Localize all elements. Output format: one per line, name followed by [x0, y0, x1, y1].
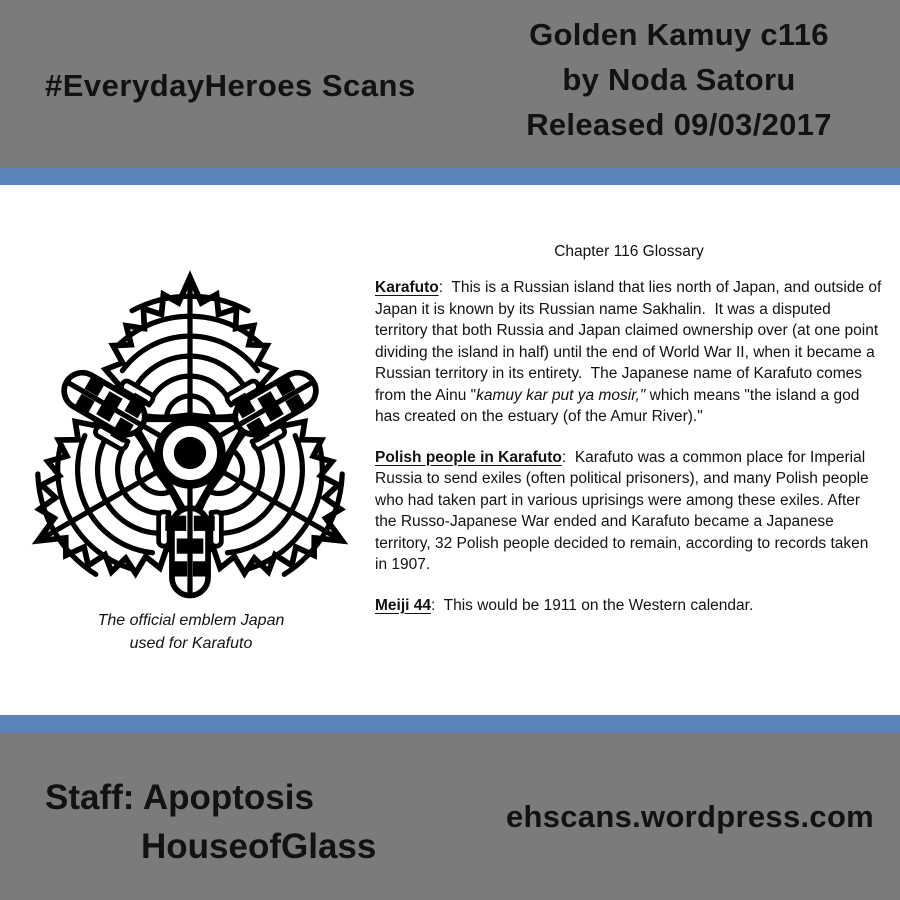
content-area [0, 185, 900, 715]
glossary-entries [375, 277, 886, 616]
glossary-body-text: which means "the island a god has created on the estuary (of the Amur River)." [375, 386, 864, 425]
staff-label: Staff: [45, 778, 143, 817]
glossary-term-separator: : [431, 596, 444, 614]
banner-bottom [0, 733, 900, 900]
release-info [490, 12, 868, 147]
staff-name-2: HouseofGlass [141, 827, 377, 866]
bottom-divider-stripe [0, 715, 900, 733]
glossary-entry [375, 447, 883, 576]
glossary-term: Karafuto [375, 279, 439, 296]
website-url: ehscans.wordpress.com [505, 799, 875, 834]
banner-top [0, 0, 900, 168]
top-divider-stripe [0, 168, 900, 185]
release-author: by Noda Satoru [562, 62, 796, 97]
glossary-entry [375, 595, 883, 617]
glossary-body-text: This would be 1911 on the Western calendar. [443, 596, 754, 614]
glossary-term: Meiji 44 [375, 596, 431, 614]
staff-name-1: Apoptosis [142, 778, 314, 817]
karafuto-emblem-image [0, 263, 380, 643]
release-title: Golden Kamuy c116 [529, 17, 829, 52]
staff-credits [45, 773, 376, 871]
glossary-body-text: kamuy kar put ya mosir," [476, 386, 646, 404]
glossary-entry [375, 277, 886, 428]
staff-line-1 [45, 773, 376, 822]
glossary-term-separator: : [438, 279, 452, 296]
glossary-body-text: Karafuto was a common place for Imperial Russia to send exiles (often political prisoners), and many Polish people who had taken part in various uprisings were among these exiles. After the Russo-Japanese War ended and Karafuto became a Japanese territory, 32 Polish people decided to remain, according to records taken in 1907. [375, 448, 873, 573]
glossary-term-separator: : [561, 448, 575, 466]
glossary-heading: Chapter 116 Glossary [554, 243, 704, 260]
glossary [375, 243, 886, 635]
glossary-term: Polish people in Karafuto [375, 448, 562, 466]
scan-group-name: #EverydayHeroes Scans [45, 68, 416, 103]
release-date: Released 09/03/2017 [526, 107, 832, 142]
glossary-body-text: This is a Russian island that lies north of Japan, and outside of Japan it is known by its Russian name Sakhalin. It was a disputed territory that both Russia and Japan claimed ownership over (at one point dividing the island in half) until the end of World War II, when it became a Russian territory in its entirety. The Japanese name of Karafuto comes from the Ainu " [375, 279, 886, 404]
emblem-caption: The official emblem Japan used for Karafuto [97, 612, 285, 652]
